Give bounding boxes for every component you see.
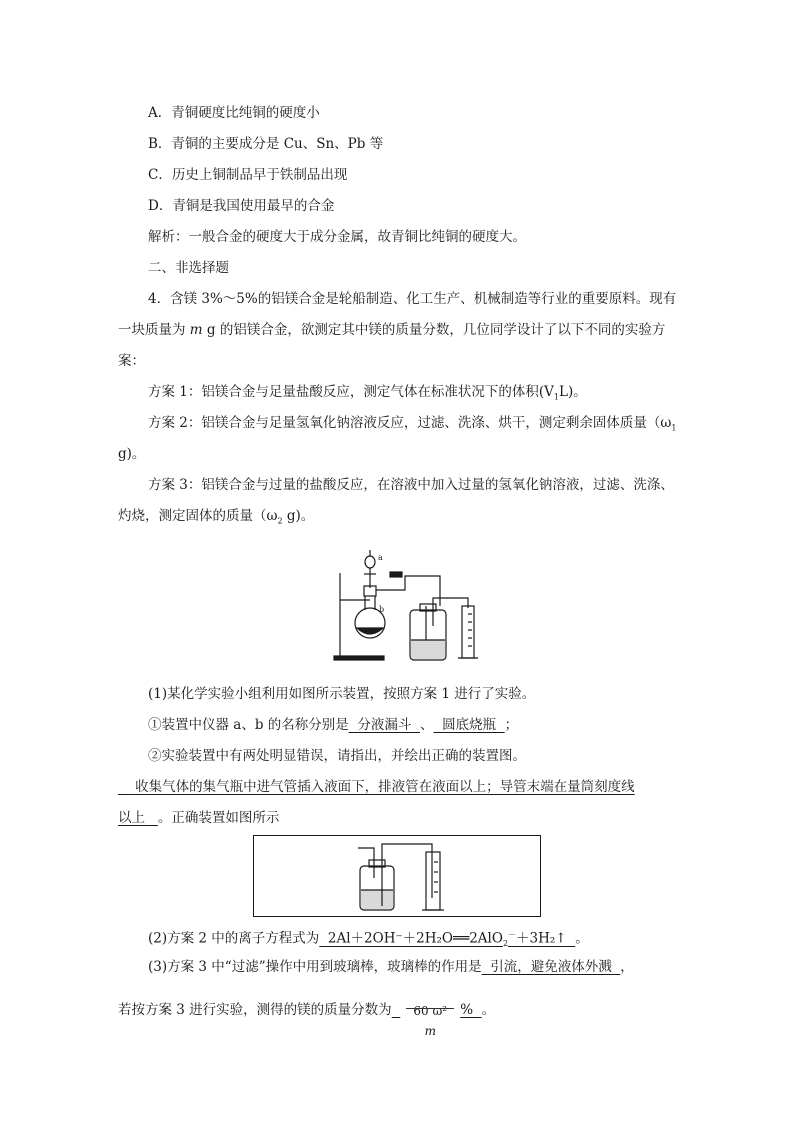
answer-a: 分液漏斗 — [357, 717, 412, 733]
sub1-item1: ①装置中仪器 a、b 的名称分别是 分液漏斗 、 圆底烧瓶 ； — [148, 717, 519, 733]
option-c: C．历史上铜制品早于铁制品出现 — [148, 167, 348, 183]
answer-b: 圆底烧瓶 — [442, 717, 497, 733]
answer-glass-rod: 引流，避免液体外溅 — [490, 959, 612, 975]
analysis: 解析：一般合金的硬度大于成分金属，故青铜比纯铜的硬度大。 — [148, 229, 526, 245]
sub1-item2: ②实验装置中有两处明显错误，请指出，并绘出正确的装置图。 — [148, 748, 526, 764]
answer-line2: 以上 。正确装置如图所示 — [118, 810, 280, 826]
sub3-line1: (3)方案 3 中“过滤”操作中用到玻璃棒，玻璃棒的作用是 引流，避免液体外溅 ， — [148, 959, 634, 975]
option-b: B．青铜的主要成分是 Cu、Sn、Pb 等 — [148, 136, 384, 152]
plan-3: 方案 3：铝镁合金与过量的盐酸反应，在溶液中加入过量的氢氧化钠溶液，过滤、洗涤、 — [148, 477, 674, 493]
q4-stem-line1: 4．含镁 3%～5%的铝镁合金是轮船制造、化工生产、机械制造等行业的重要原料。现有 — [148, 291, 677, 307]
label-a: a — [378, 553, 383, 562]
stand-base — [334, 656, 384, 660]
sub2: (2)方案 2 中的离子方程式为 2Al＋2OH⁻＋2H₂O══2AlO$_2$－＋3H₂↑ 。 — [148, 925, 589, 954]
answer-line1: 收集气体的集气瓶中进气管插入液面下，排液管在液面以上；导管末端在量筒刻度线 — [135, 779, 635, 795]
section-title: 二、非选择题 — [148, 260, 229, 276]
correct-apparatus-box — [253, 835, 541, 917]
q4-stem-line2: 一块质量为 m g 的铝镁合金，欲测定其中镁的质量分数，几位同学设计了以下不同的实验方 — [118, 322, 666, 338]
apparatus-figure — [330, 548, 480, 663]
plan-2: 方案 2：铝镁合金与足量氢氧化钠溶液反应，过滤、洗涤、烘干，测定剩余固体质量（$\omega_1$ — [148, 415, 677, 433]
mass-fraction-answer: 60 ω² m % — [392, 990, 482, 1031]
correct-apparatus-figure — [354, 838, 454, 913]
flask-liquid — [357, 628, 383, 634]
option-a: A．青铜硬度比纯铜的硬度小 — [148, 105, 320, 121]
sub1-title: (1)某化学实验小组利用如图所示装置，按照方案 1 进行了实验。 — [148, 686, 536, 702]
plan-2-end: g)。 — [118, 446, 146, 462]
funnel-body — [365, 556, 375, 568]
fraction: 60 ω² m — [400, 991, 460, 1031]
option-d: D．青铜是我国使用最早的合金 — [148, 198, 335, 214]
ionic-equation: 2Al＋2OH⁻＋2H₂O══2AlO$_2$－＋3H₂↑ — [327, 930, 567, 949]
label-b: b — [379, 605, 385, 614]
sub3-line2: 若按方案 3 进行实验，测得的镁的质量分数为 60 ω² m % 。 — [118, 990, 495, 1031]
delivery-tube — [376, 576, 440, 606]
correct-cylinder — [426, 852, 440, 910]
plan-3-end: 灼烧，测定固体的质量（$\omega_2$ g)。 — [118, 508, 315, 526]
plan-1: 方案 1：铝镁合金与足量盐酸反应，测定气体在标准状况下的体积$(V_1L)$。 — [148, 384, 587, 402]
q4-stem-line3: 案： — [118, 353, 145, 369]
